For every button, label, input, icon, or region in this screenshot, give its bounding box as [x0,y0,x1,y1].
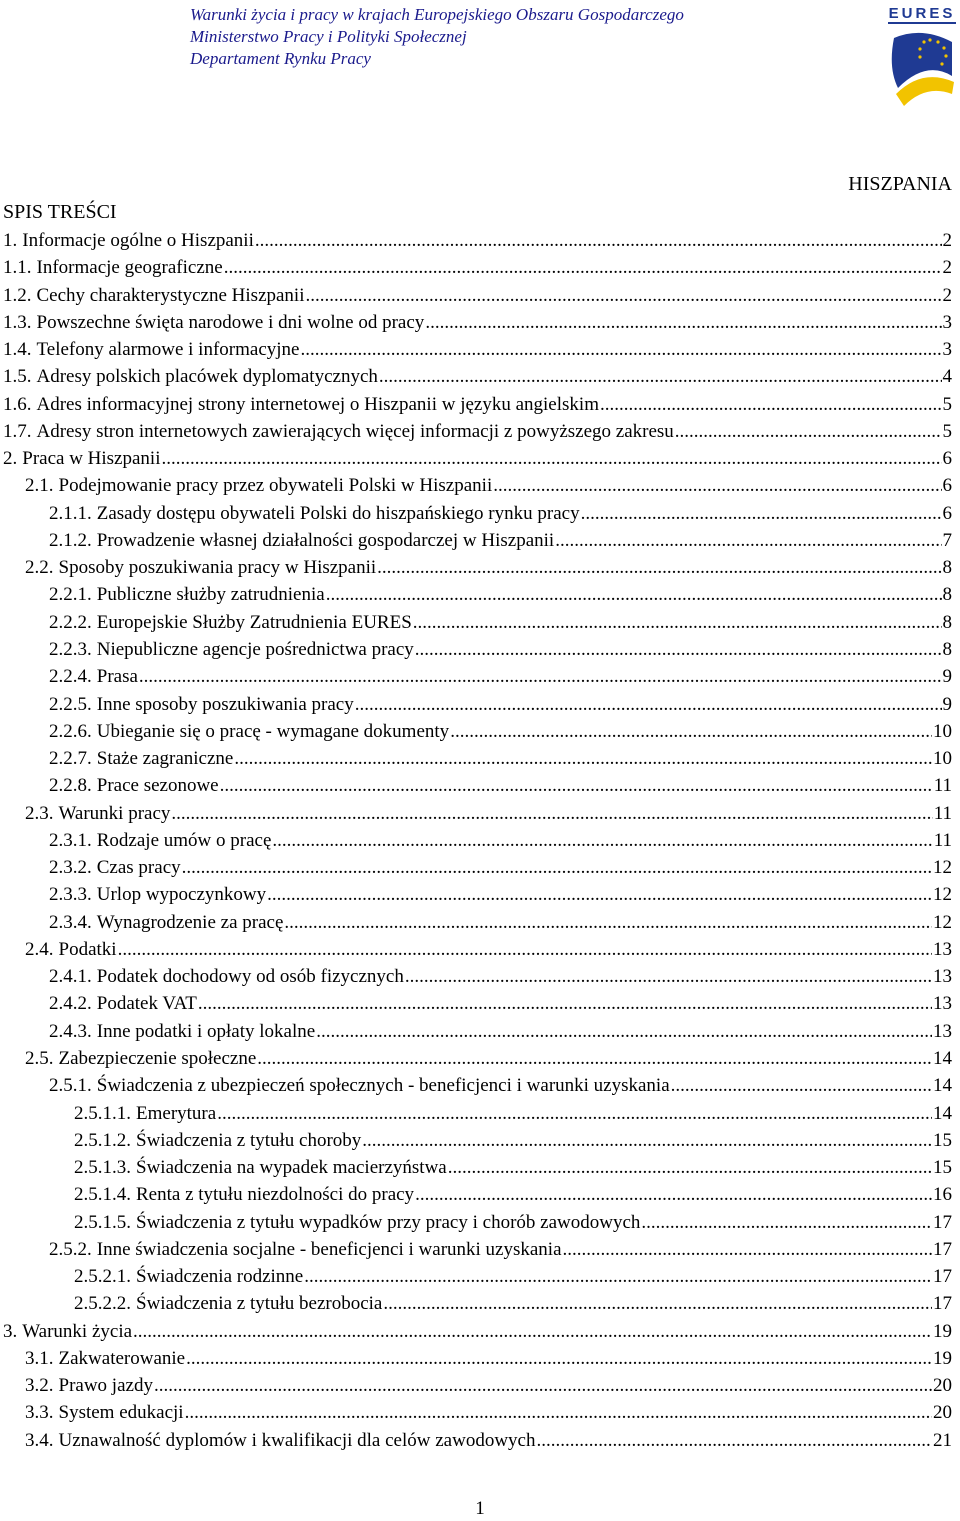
toc-entry-title: Praca w Hiszpanii [22,448,161,470]
toc-entry-title: Renta z tytułu niezdolności do pracy [136,1184,415,1206]
toc-entry[interactable] [0,936,960,963]
toc-dot-leader [316,1018,932,1045]
toc-entry-page: 8 [942,638,952,660]
toc-entry-page: 13 [933,1020,952,1042]
toc-entry-title: Telefony alarmowe i informacyjne [36,339,300,361]
toc-dot-leader [257,1045,932,1072]
toc-entry-page: 3 [942,339,952,361]
toc-entry-page: 3 [942,311,952,333]
toc-entry[interactable] [0,881,960,908]
toc-entry-page: 17 [933,1293,952,1315]
toc-entry[interactable] [0,663,960,690]
toc-entry-title: Prowadzenie własnej działalności gospodarczej w Hiszpanii [96,529,555,551]
toc-entry-page: 11 [933,829,952,851]
toc-entry-number: 1.6. [3,393,32,415]
toc-entry[interactable] [0,609,960,636]
toc-dot-leader [306,282,942,309]
toc-dot-leader [379,363,942,390]
toc-dot-leader [234,745,932,772]
toc-entry-title: Urlop wypoczynkowy [96,884,267,906]
toc-entry-title: Adres informacyjnej strony internetowej o Hiszpanii w języku angielskim [36,393,599,415]
toc-entry-title: Emerytura [136,1102,217,1124]
toc-entry[interactable] [0,472,960,499]
toc-entry-number: 2.5.1.4. [74,1184,131,1206]
toc-entry[interactable] [0,527,960,554]
toc-entry[interactable] [0,445,960,472]
toc-entry[interactable] [0,254,960,281]
toc-dot-leader [563,1236,932,1263]
toc-entry[interactable] [0,1236,960,1263]
toc-entry-number: 1.2. [3,284,32,306]
toc-entry-title: Prawo jazdy [58,1375,153,1397]
toc-entry-page: 5 [942,393,952,415]
toc-entry-number: 3.4. [25,1429,54,1451]
toc-dot-leader [133,1318,932,1345]
toc-entry-number: 2.2.6. [49,720,92,742]
toc-entry[interactable] [0,827,960,854]
toc-dot-leader [272,827,932,854]
toc-dot-leader [355,691,942,718]
toc-entry[interactable] [0,1045,960,1072]
toc-entry[interactable] [0,309,960,336]
toc-entry[interactable] [0,391,960,418]
toc-entry-title: Czas pracy [96,857,181,879]
toc-entry[interactable] [0,500,960,527]
toc-entry-page: 13 [933,993,952,1015]
toc-entry-page: 4 [942,366,952,388]
toc-entry[interactable] [0,1127,960,1154]
toc-entry[interactable] [0,1154,960,1181]
toc-dot-leader [536,1427,932,1454]
toc-dot-leader [220,772,933,799]
toc-entry-number: 1.5. [3,366,32,388]
toc-entry[interactable] [0,1427,960,1454]
toc-dot-leader [171,800,932,827]
toc-entry-title: Rodzaje umów o pracę [96,829,272,851]
toc-entry[interactable] [0,636,960,663]
toc-entry-page: 14 [933,1047,952,1069]
toc-dot-leader [304,1263,932,1290]
toc-entry[interactable] [0,363,960,390]
toc-entry-page: 5 [942,420,952,442]
toc-dot-leader [671,1072,932,1099]
toc-entry-page: 19 [933,1320,952,1342]
toc-entry-page: 12 [933,857,952,879]
toc-dot-leader [415,1181,932,1208]
toc-entry-number: 2.2. [25,557,54,579]
toc-dot-leader [383,1290,932,1317]
toc-dot-leader [300,336,941,363]
toc-entry-page: 9 [942,693,952,715]
toc-dot-leader [641,1209,932,1236]
toc-entry[interactable] [0,1399,960,1426]
toc-entry-page: 8 [942,557,952,579]
toc-entry-number: 2.5.1.5. [74,1211,131,1233]
toc-entry-number: 1. [3,230,18,251]
toc-dot-leader [415,636,942,663]
toc-dot-leader [198,990,932,1017]
toc-entry[interactable] [0,227,960,254]
toc-entry[interactable] [0,1072,960,1099]
toc-entry-title: Inne świadczenia socjalne - beneficjenci i warunki uzyskania [96,1238,562,1260]
toc-entry-page: 2 [942,284,952,306]
toc-entry-page: 6 [942,502,952,524]
toc-entry-number: 3. [3,1320,18,1342]
toc-entry-number: 2.4.1. [49,966,92,988]
toc-entry-number: 2.3. [25,802,54,824]
toc-entry[interactable] [0,718,960,745]
toc-dot-leader [284,909,932,936]
toc-entry-title: Uznawalność dyplomów i kwalifikacji dla celów zawodowych [58,1429,536,1451]
toc-dot-leader [267,881,932,908]
toc-entry-title: Europejskie Służby Zatrudnienia EURES [96,611,412,633]
toc-entry-number: 2.5.1.1. [74,1102,131,1124]
toc-entry[interactable] [0,772,960,799]
eures-logo [886,2,958,114]
toc-entry[interactable] [0,581,960,608]
toc-entry-title: Ubieganie się o pracę - wymagane dokumenty [96,720,450,742]
toc-entry-number: 2.3.3. [49,884,92,906]
toc-entry-page: 13 [933,966,952,988]
toc-entry-page: 12 [933,911,952,933]
toc-entry[interactable] [0,1372,960,1399]
toc-entry-number: 2.5.1.2. [74,1129,131,1151]
toc-entry-number: 2. [3,448,18,470]
toc-entry[interactable] [0,1209,960,1236]
toc-entry-page: 13 [933,938,952,960]
toc-entry-number: 2.2.3. [49,638,92,660]
toc-entry-title: Świadczenia z ubezpieczeń społecznych - beneficjenci i warunki uzyskania [96,1075,670,1097]
toc-entry-number: 2.2.2. [49,611,92,633]
toc-entry-number: 2.4.2. [49,993,92,1015]
toc-entry-title: Wynagrodzenie za pracę [96,911,284,933]
toc-entry-page: 17 [933,1211,952,1233]
toc-entry-title: Zakwaterowanie [58,1347,186,1369]
toc-entry-title: Zasady dostępu obywateli Polski do hiszpańskiego rynku pracy [96,502,580,524]
toc-dot-leader [154,1372,932,1399]
toc-entry-page: 20 [933,1375,952,1397]
toc-entry[interactable] [0,554,960,581]
toc-dot-leader [600,391,942,418]
toc-entry-title: Adresy polskich placówek dyplomatycznych [36,366,378,388]
header-line-1: Warunki życia i pracy w krajach Europejskiego Obszaru Gospodarczego [190,5,684,24]
toc-dot-leader [377,554,941,581]
toc-entry-title: Świadczenia z tytułu bezrobocia [136,1293,383,1315]
toc-dot-leader [493,472,941,499]
toc-entry[interactable] [0,745,960,772]
toc-entry-title: Świadczenia rodzinne [136,1266,304,1288]
table-of-contents [0,227,960,1454]
toc-entry-page: 9 [942,666,952,688]
toc-dot-leader [448,1154,932,1181]
toc-entry-number: 2.3.4. [49,911,92,933]
toc-entry-number: 2.5. [25,1047,54,1069]
toc-entry[interactable] [0,1100,960,1127]
toc-entry-page: 11 [933,775,952,797]
toc-entry[interactable] [0,854,960,881]
toc-entry-title: Podejmowanie pracy przez obywateli Polski w Hiszpanii [58,475,493,497]
toc-entry[interactable] [0,1263,960,1290]
toc-entry-page: 17 [933,1238,952,1260]
toc-entry[interactable] [0,282,960,309]
toc-entry-title: Podatek dochodowy od osób fizycznych [96,966,404,988]
toc-entry-title: Świadczenia na wypadek macierzyństwa [136,1157,447,1179]
toc-entry-number: 2.5.2.1. [74,1266,131,1288]
toc-entry-page: 2 [942,230,952,251]
toc-entry-page: 10 [933,720,952,742]
toc-entry-title: Warunki życia [22,1320,133,1342]
toc-entry[interactable] [0,418,960,445]
toc-entry-title: Cechy charakterystyczne Hiszpanii [36,284,305,306]
toc-entry-number: 2.1. [25,475,54,497]
toc-entry-title: Prasa [96,666,138,688]
toc-entry-page: 8 [942,611,952,633]
toc-entry-title: Staże zagraniczne [96,748,234,770]
toc-entry-page: 15 [933,1157,952,1179]
toc-entry-page: 14 [933,1075,952,1097]
toc-entry-title: Podatki [58,938,117,960]
toc-dot-leader [255,227,942,254]
toc-entry-page: 20 [933,1402,952,1424]
eures-logo-text: EURES [888,5,956,22]
toc-dot-leader [425,309,941,336]
toc-dot-leader [326,581,942,608]
toc-dot-leader [362,1127,932,1154]
toc-entry-number: 1.4. [3,339,32,361]
toc-entry-number: 2.5.1.3. [74,1157,131,1179]
toc-entry-number: 2.2.4. [49,666,92,688]
toc-entry[interactable] [0,1181,960,1208]
toc-entry-title: Świadczenia z tytułu choroby [136,1129,362,1151]
toc-entry[interactable] [0,909,960,936]
toc-dot-leader [675,418,942,445]
toc-entry[interactable] [0,691,960,718]
toc-entry-title: Adresy stron internetowych zawierających więcej informacji z powyższego zakresu [36,420,674,442]
header-line-2: Ministerstwo Pracy i Polityki Społecznej [190,27,467,46]
toc-dot-leader [186,1345,932,1372]
toc-dot-leader [185,1399,932,1426]
toc-entry-page: 6 [942,475,952,497]
toc-dot-leader [413,609,942,636]
header-line-3: Departament Rynku Pracy [190,49,371,68]
toc-dot-leader [139,663,942,690]
toc-entry-number: 2.5.1. [49,1075,92,1097]
toc-dot-leader [581,500,942,527]
toc-entry-title: Inne sposoby poszukiwania pracy [96,693,354,715]
toc-dot-leader [405,963,932,990]
toc-entry[interactable] [0,963,960,990]
toc-entry-page: 2 [942,257,952,279]
toc-entry-page: 10 [933,748,952,770]
toc-entry-page: 15 [933,1129,952,1151]
toc-entry-number: 3.3. [25,1402,54,1424]
toc-dot-leader [217,1100,932,1127]
toc-entry[interactable] [0,800,960,827]
toc-entry[interactable] [0,1318,960,1345]
toc-entry[interactable] [0,990,960,1017]
toc-dot-leader [224,254,942,281]
toc-entry-title: Sposoby poszukiwania pracy w Hiszpanii [58,557,377,579]
toc-entry-title: Podatek VAT [96,993,197,1015]
toc-entry[interactable] [0,336,960,363]
toc-entry-number: 2.4.3. [49,1020,92,1042]
toc-entry-number: 2.3.1. [49,829,92,851]
document-header [190,4,684,70]
toc-entry-title: Świadczenia z tytułu wypadków przy pracy i chorób zawodowych [136,1211,641,1233]
toc-entry-page: 6 [942,448,952,470]
toc-entry-number: 1.1. [3,257,32,279]
toc-entry-title: Prace sezonowe [96,775,219,797]
toc-entry-number: 2.4. [25,938,54,960]
toc-entry-title: Niepubliczne agencje pośrednictwa pracy [96,638,414,660]
toc-dot-leader [182,854,932,881]
toc-entry-number: 2.2.8. [49,775,92,797]
toc-dot-leader [118,936,932,963]
toc-entry-page: 14 [933,1102,952,1124]
toc-entry-number: 2.5.2.2. [74,1293,131,1315]
toc-entry-number: 2.2.7. [49,748,92,770]
toc-entry-title: Warunki pracy [58,802,171,824]
toc-entry-title: Zabezpieczenie społeczne [58,1047,257,1069]
toc-entry-page: 19 [933,1347,952,1369]
toc-entry-page: 16 [933,1184,952,1206]
toc-entry-number: 2.2.1. [49,584,92,606]
page-number: 1 [475,1498,485,1519]
toc-title: SPIS TREŚCI [3,201,117,223]
toc-entry[interactable] [0,1345,960,1372]
toc-entry-number: 1.3. [3,311,32,333]
toc-entry-page: 21 [933,1429,952,1451]
toc-entry-title: Informacje ogólne o Hiszpanii [22,230,254,251]
toc-entry-page: 7 [942,529,952,551]
toc-entry-page: 11 [933,802,952,824]
toc-entry[interactable] [0,1290,960,1317]
toc-entry-number: 3.1. [25,1347,54,1369]
toc-entry-number: 2.1.2. [49,529,92,551]
toc-entry-page: 8 [942,584,952,606]
toc-entry-number: 2.1.1. [49,502,92,524]
toc-entry-title: Powszechne święta narodowe i dni wolne od pracy [36,311,425,333]
toc-entry-number: 1.7. [3,420,32,442]
toc-entry-number: 2.5.2. [49,1238,92,1260]
toc-entry-title: Informacje geograficzne [36,257,223,279]
toc-entry-title: Inne podatki i opłaty lokalne [96,1020,316,1042]
toc-dot-leader [161,445,941,472]
toc-entry-number: 2.3.2. [49,857,92,879]
toc-entry-page: 17 [933,1266,952,1288]
country-heading: HISZPANIA [848,173,952,195]
toc-dot-leader [555,527,941,554]
toc-entry-number: 3.2. [25,1375,54,1397]
toc-entry-title: Publiczne służby zatrudnienia [96,584,325,606]
toc-entry-title: System edukacji [58,1402,184,1424]
toc-entry-page: 12 [933,884,952,906]
toc-dot-leader [450,718,932,745]
toc-entry[interactable] [0,1018,960,1045]
toc-entry-number: 2.2.5. [49,693,92,715]
